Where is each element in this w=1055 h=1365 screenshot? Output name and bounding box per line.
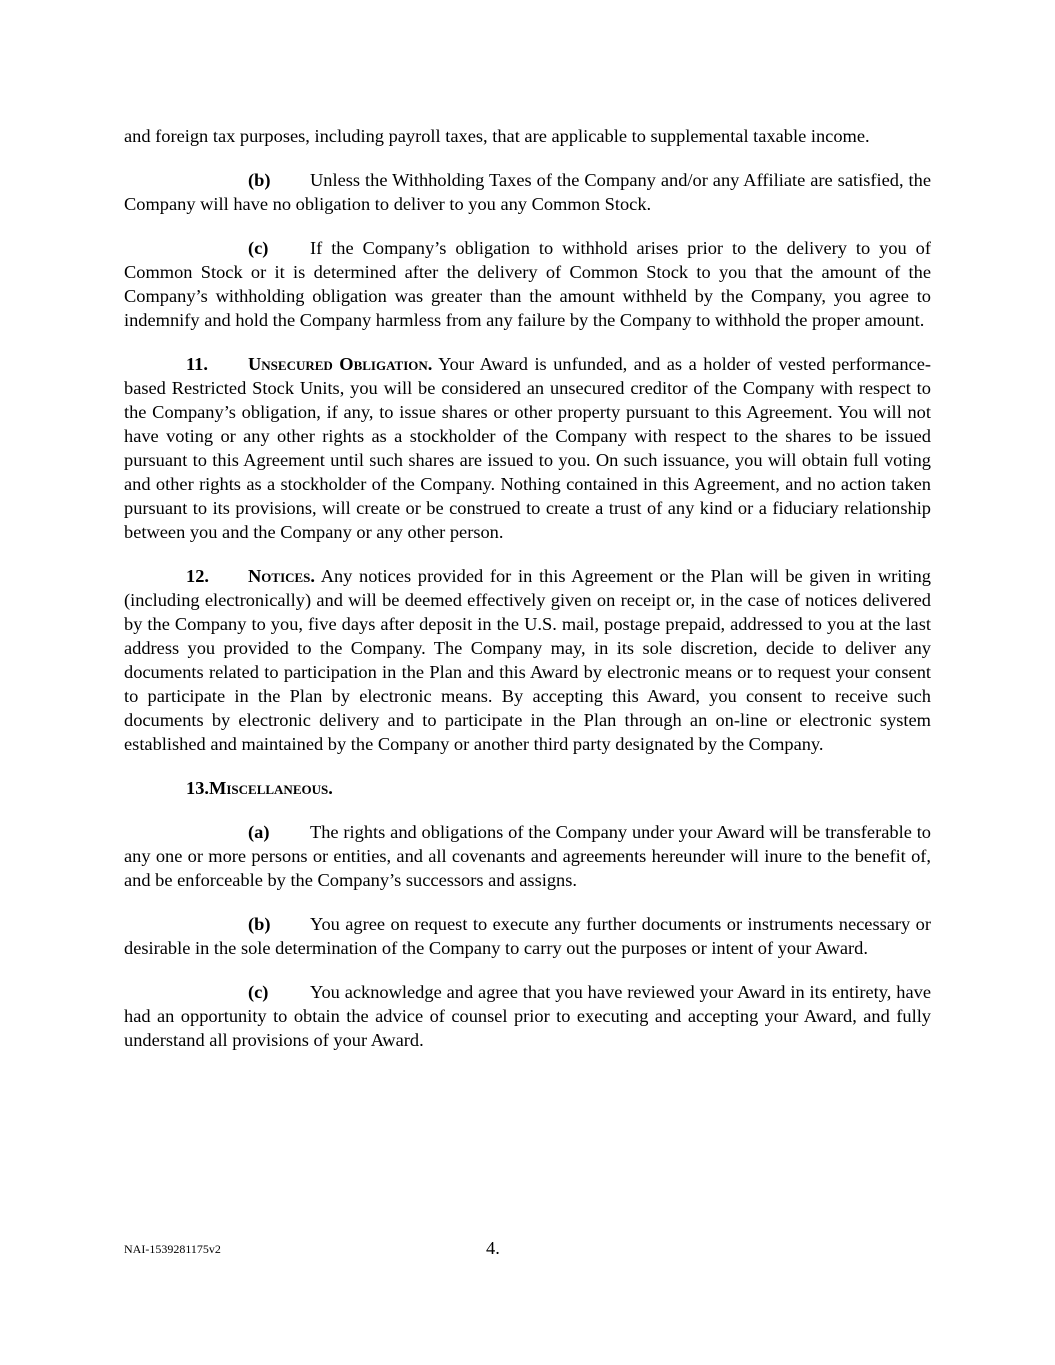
paragraph-text: Unless the Withholding Taxes of the Company and/or any Affiliate are satisfied, the Company will have no obligation to deliver to you any Common Stock. (124, 170, 931, 214)
paragraph-13b (124, 912, 931, 960)
paragraph-10c (124, 236, 931, 332)
paragraph-text: You acknowledge and agree that you have reviewed your Award in its entirety, have had an opportunity to obtain the advice of counsel prior to executing and accepting your Award, and fully understand all provisions of your Award. (124, 982, 931, 1050)
section-heading: Miscellaneous. (209, 778, 333, 798)
paragraph-13a (124, 820, 931, 892)
subsection-label: (b) (248, 914, 271, 934)
section-number: 13. (186, 778, 209, 798)
paragraph-continuation: and foreign tax purposes, including payroll taxes, that are applicable to supplemental taxable income. (124, 126, 870, 146)
section-13 (124, 776, 931, 800)
paragraph-text: Any notices provided for in this Agreement or the Plan will be given in writing (including electronically) and will be deemed effectively given on receipt or, in the case of notices delivered by the Company to you, five days after deposit in the U.S. mail, postage prepaid, addressed to you at the last address you provided to the Company. The Company may, in its sole discretion, decide to deliver any documents related to participation in the Plan and this Award by electronic means or to request your consent to participate in the Plan by electronic means. By accepting this Award, you consent to receive such documents by electronic delivery and to participate in the Plan through an on-line or electronic system established and maintained by the Company or another third party designated by the Company. (124, 566, 931, 754)
paragraph-13c (124, 980, 931, 1052)
paragraph-10b (124, 168, 931, 216)
subsection-label: (a) (248, 822, 270, 842)
subsection-label: (c) (248, 238, 269, 258)
subsection-label: (b) (248, 170, 271, 190)
paragraph-text: The rights and obligations of the Company under your Award will be transferable to any one or more persons or entities, and all covenants and agreements hereunder will inure to the benefit of, and be enforceable by the Company’s successors and assigns. (124, 822, 931, 890)
document-page (124, 124, 931, 1072)
document-id: NAI-1539281175v2 (124, 1242, 221, 1256)
section-heading: Unsecured Obligation. (248, 354, 433, 374)
page-number: 4. (486, 1238, 500, 1258)
paragraph-text: If the Company’s obligation to withhold arises prior to the delivery to you of Common Stock or it is determined after the delivery of Common Stock to you that the amount of the Company’s withholding obligation was greater than the amount withheld by the Company, you agree to indemnify and hold the Company harmless from any failure by the Company to withhold the proper amount. (124, 238, 931, 330)
section-number: 12. (186, 566, 209, 586)
paragraph-text: You agree on request to execute any further documents or instruments necessary or desirable in the sole determination of the Company to carry out the purposes or intent of your Award. (124, 914, 931, 958)
section-11 (124, 352, 931, 544)
section-12 (124, 564, 931, 756)
section-heading: Notices. (248, 566, 316, 586)
subsection-label: (c) (248, 982, 269, 1002)
paragraph-text: Your Award is unfunded, and as a holder of vested performance-based Restricted Stock Units, you will be considered an unsecured creditor of the Company with respect to the Company’s obligation, if any, to issue shares or other property pursuant to this Agreement. You will not have voting or any other rights as a stockholder of the Company with respect to the shares to be issued pursuant to this Agreement until such shares are issued to you. On such issuance, you will obtain full voting and other rights as a stockholder of the Company. Nothing contained in this Agreement, and no action taken pursuant to its provisions, will create or be construed to create a trust of any kind or a fiduciary relationship between you and the Company or any other person. (124, 354, 932, 542)
section-number: 11. (186, 354, 208, 374)
